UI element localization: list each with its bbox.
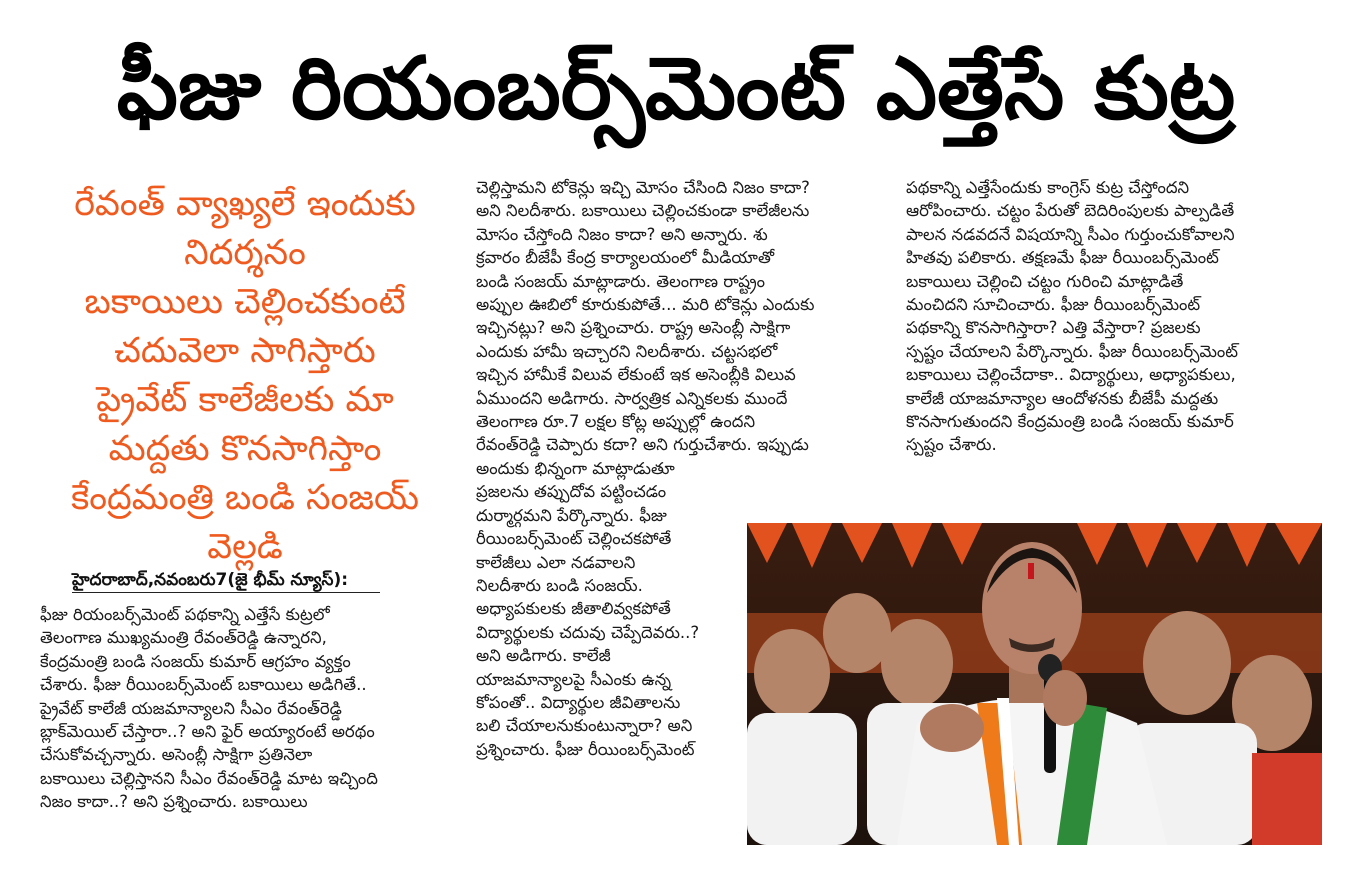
- text-line: కోపంతో.. విద్యార్థుల జీవితాలను: [476, 692, 681, 712]
- text-line: నిలదీశారు బండి సంజయ్.: [476, 575, 643, 595]
- text-line: పథకాన్ని ఎత్తేసేందుకు కాంగ్రెస్ కుట్ర చేస్తోందని: [906, 178, 1190, 197]
- dateline: హైదరాబాద్,నవంబరు7(జై భీమ్ న్యూస్):: [72, 568, 380, 593]
- text-line: చేసుకోవచ్చన్నారు. అసెంబ్లీ సాక్షిగా ప్రతినెలా: [40, 745, 313, 765]
- text-line: మోసం చేస్తోంది నిజం కాదా? అని అన్నారు. శు: [476, 224, 768, 244]
- text-line: కేంద్రమంత్రి బండి సంజయ్ కుమార్ ఆగ్రహం వ్యక్తం: [40, 651, 351, 671]
- text-line: అందుకు భిన్నంగా మాట్లాడుతూ: [476, 458, 675, 478]
- subheadline-line: బకాయిలు చెల్లించకుంటే: [84, 282, 406, 322]
- text-line: బ్లాక్‌మెయిల్ చేస్తారా..? అని ఫైర్ అయ్యారంటే అరథం: [40, 722, 375, 742]
- article-column-1: [40, 603, 460, 814]
- text-line: పాలన నడవదనే విషయాన్ని సీఎం గుర్తుంచుకోవాలని: [906, 224, 1235, 244]
- text-line: కొనసాగుతుందని కేంద్రమంత్రి బండి సంజయ్ కుమార్: [906, 412, 1234, 432]
- text-line: అని నిలదీశారు. బకాయిలు చెల్లించకుండా కాలేజీలను: [476, 201, 810, 221]
- text-line: కాలేజీలు ఎలా నడవాలని: [476, 552, 636, 572]
- text-line: బలి చేయాలనుకుంటున్నారా? అని: [476, 716, 693, 736]
- text-line: పథకాన్ని కొనసాగిస్తారా? ఎత్తి వేస్తారా? ప్రజలకు: [906, 318, 1201, 338]
- subheadline-line: కేంద్రమంత్రి బండి సంజయ్: [71, 478, 419, 518]
- text-line: రీయింబర్స్‌మెంట్ చెల్లించకపోతే: [476, 529, 672, 549]
- text-line: దుర్మార్గమని పేర్కొన్నారు. ఫీజు: [476, 505, 667, 525]
- text-line: బకాయిలు చెల్లించేదాకా.. విద్యార్థులు, అధ్యాపకులు,: [906, 365, 1236, 385]
- text-line: తెలంగాణ ముఖ్యమంత్రి రేవంత్‌రెడ్డి ఉన్నారని,: [40, 628, 327, 648]
- text-line: యాజమాన్యాలపై సీఎంకు ఉన్న: [476, 669, 672, 689]
- text-line: మంచిదని సూచించారు. ఫీజు రీయింబర్స్‌మెంట్: [906, 295, 1201, 315]
- text-line: అప్పుల ఊబిలో కూరుకుపోతే... మరి టోకెన్లు ఎందుకు: [476, 295, 815, 315]
- text-line: ఇచ్చిన హామీకే విలువ లేకుంటే ఇక అసెంబ్లీకి విలువ: [476, 365, 796, 385]
- subheadline-line: వెల్లడి: [207, 527, 283, 567]
- text-line: ఎందుకు హామీ ఇచ్చారని నిలదీశారు. చట్టసభలో: [476, 341, 778, 361]
- news-photo: [747, 523, 1322, 845]
- text-line: క్రవారం బీజేపీ కేంద్ర కార్యాలయంలో మీడియాతో: [476, 248, 775, 268]
- subheadline-line: ప్రైవేట్ కాలేజీలకు మా: [96, 380, 394, 420]
- text-line: అధ్యాపకులకు జీతాలివ్వకపోతే: [476, 599, 671, 619]
- text-line: ప్రజలను తప్పుదోవ పట్టించడం: [476, 482, 667, 502]
- text-line: ఆరోపించారు. చట్టం పేరుతో బెదిరింపులకు పాల్పడితే: [906, 201, 1235, 221]
- subheadline-line: చదువెలా సాగిస్తారు: [114, 331, 376, 371]
- subheadline-line: మద్దతు కొనసాగిస్తాం: [108, 429, 382, 469]
- subheadline-line: రేవంత్ వ్యాఖ్యలే ఇందుకు: [74, 184, 416, 224]
- headline: ఫీజు రియంబర్స్‌మెంట్ ఎత్తేసే కుట్ర: [116, 39, 1236, 139]
- subheadline-line: నిదర్శనం: [184, 233, 306, 273]
- text-line: ఫీజు రియంబర్స్‌మెంట్ పథకాన్ని ఎత్తేసే కుట్రలో: [40, 605, 330, 624]
- text-line: బకాయిలు చెల్లిస్తానని సీఎం రేవంత్‌రెడ్డి మాట ఇచ్చింది: [40, 768, 378, 788]
- text-line: స్పష్టం చేయాలని పేర్కొన్నారు. ఫీజు రీయింబర్స్‌మెంట్: [906, 341, 1239, 361]
- text-line: విద్యార్థులకు చదువు చెప్పేదెవరు..?: [476, 622, 700, 642]
- text-line: స్పష్టం చేశారు.: [906, 435, 997, 455]
- text-line: చెల్లిస్తామని టోకెన్లు ఇచ్చి మోసం చేసింది నిజం కాదా?: [476, 178, 810, 197]
- text-line: ప్రైవేట్ కాలేజీ యజమాన్యాలని సీఎం రేవంత్‌రెడ్డి: [40, 698, 342, 718]
- text-line: ఏముందని అడిగారు. సార్వత్రిక ఎన్నికలకు ముందే: [476, 388, 788, 408]
- text-line: హితవు పలికారు. తక్షణమే ఫీజు రీయింబర్స్‌మెంట్: [906, 248, 1219, 268]
- text-line: నిజం కాదా..? అని ప్రశ్నించారు. బకాయిలు: [40, 792, 308, 812]
- text-line: ఇచ్చినట్లు? అని ప్రశ్నించారు. రాష్ట్ర అసెంబ్లీ సాక్షిగా: [476, 318, 791, 338]
- subheadline-block: [40, 180, 450, 572]
- text-line: చేశారు. ఫీజు రీయింబర్స్‌మెంట్ బకాయిలు అడిగితే..: [40, 675, 367, 695]
- text-line: తెలంగాణ రూ.7 లక్షల కోట్ల అప్పుల్లో ఉందని: [476, 412, 756, 432]
- text-line: బకాయిలు చెల్లించి చట్టం గురించి మాట్లాడితే: [906, 271, 1184, 291]
- text-line: బండి సంజయ్ మాట్లాడారు. తెలంగాణ రాష్ట్రం: [476, 271, 766, 291]
- article-column-3: [906, 176, 1326, 457]
- text-line: రేవంత్‌రెడ్డి చెప్పారు కదా? అని గుర్తుచేశారు. ఇప్పుడు: [476, 435, 809, 455]
- text-line: కాలేజీ యాజమాన్యాల ఆందోళనకు బీజేపీ మద్దతు: [906, 388, 1219, 408]
- text-line: అని అడిగారు. కాలేజీ: [476, 646, 611, 666]
- text-line: ప్రశ్నించారు. ఫీజు రీయింబర్స్‌మెంట్: [476, 739, 695, 759]
- speaker-photo-illustration: [747, 523, 1322, 845]
